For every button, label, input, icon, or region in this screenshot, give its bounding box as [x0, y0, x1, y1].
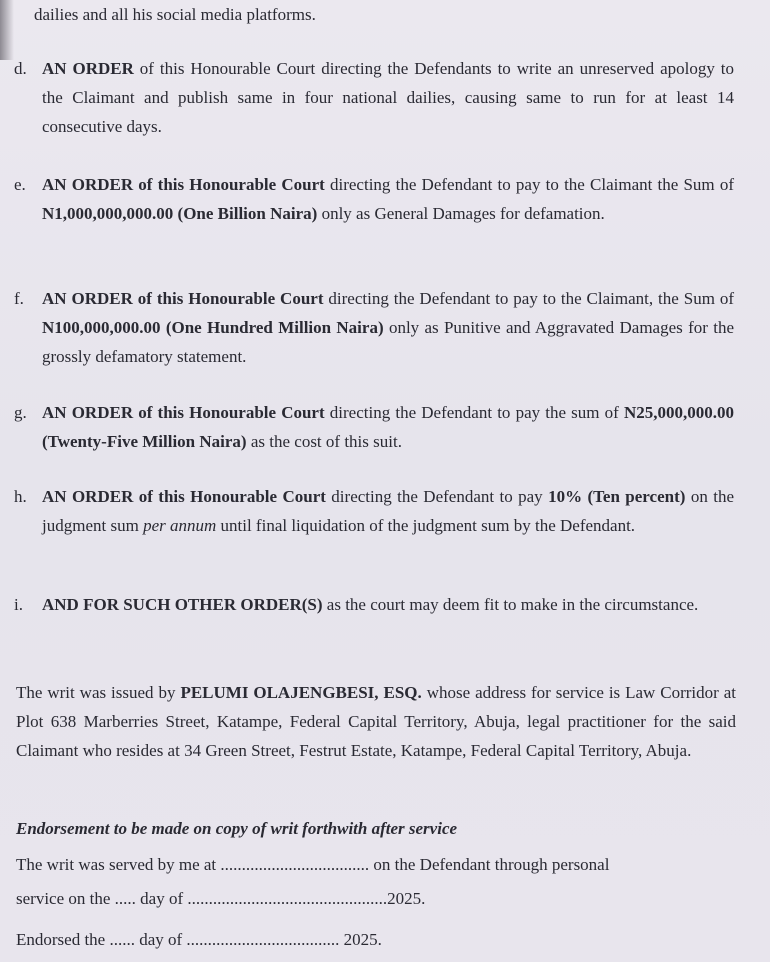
endorsement-title: Endorsement to be made on copy of writ forthwith after service — [16, 819, 458, 838]
item-text: until final liquidation of the judgment sum by the Defendant. — [216, 516, 636, 535]
list-item-i — [14, 590, 734, 619]
item-text: directing the Defendant to pay — [325, 487, 549, 506]
list-item-d — [14, 54, 734, 141]
item-bold: AN ORDER of this Honourable Court — [42, 487, 326, 506]
endorsement-line-3: Endorsed the ...... day of .................................... 2025. — [16, 930, 382, 949]
item-italic: per annum — [143, 516, 217, 535]
item-bold: AN ORDER of this Honourable Court — [42, 289, 324, 308]
item-marker: g. — [14, 403, 27, 422]
item-marker: f. — [14, 289, 24, 308]
item-bold: AN ORDER of this Honourable Court — [42, 403, 325, 422]
writ-text: The writ was issued by — [16, 683, 181, 702]
item-bold: AND FOR SUCH OTHER ORDER(S) — [42, 595, 323, 614]
list-item-f — [14, 284, 734, 371]
item-bold: AN ORDER of this Honourable Court — [42, 175, 325, 194]
item-rate: 10% (Ten percent) — [548, 487, 686, 506]
endorsement-line-1: The writ was served by me at ................................... on the Defendant through personal — [16, 855, 610, 874]
item-marker: e. — [14, 175, 26, 194]
writ-text: whose address for service is Law Corridor at Plot 638 Marberries Street, Katampe, Federal Capital Territory, Abuja, legal practitioner for the said Claimant who resides at 34 Green Street, Festrut Estate, Katampe, Federal Capital Territory, Abuja. — [16, 683, 736, 760]
item-text: directing the Defendant to pay the sum of — [324, 403, 624, 422]
item-text: directing the Defendant to pay to the Claimant, the Sum of — [323, 289, 734, 308]
solicitor-name: PELUMI OLAJENGBESI, ESQ. — [180, 683, 422, 702]
item-marker: i. — [14, 595, 23, 614]
list-item-g — [14, 398, 734, 456]
item-bold: AN ORDER — [42, 59, 134, 78]
endorsement-line-2: service on the ..... day of ...............................................2025. — [16, 889, 426, 908]
page-edge-shadow — [0, 0, 14, 60]
item-text: directing the Defendant to pay to the Claimant the Sum of — [324, 175, 734, 194]
item-text: as the court may deem fit to make in the circumstance. — [322, 595, 699, 614]
item-amount: N1,000,000,000.00 (One Billion Naira) — [42, 204, 318, 223]
top-line: dailies and all his social media platforms. — [34, 5, 316, 24]
item-amount: N100,000,000.00 (One Hundred Million Naira) — [42, 318, 384, 337]
item-marker: h. — [14, 487, 27, 506]
item-text: as the cost of this suit. — [246, 432, 402, 451]
item-text: only as Punitive and Aggravated Damages for the grossly defamatory statement. — [42, 318, 734, 366]
item-text: of this Honourable Court directing the Defendants to write an unreserved apology to the Claimant and publish same in four national dailies, causing same to run for at least 14 consecutive days. — [42, 59, 734, 136]
list-item-h — [14, 482, 734, 540]
item-marker: d. — [14, 59, 27, 78]
writ-paragraph — [16, 678, 736, 765]
item-amount: N25,000,000.00 (Twenty-Five Million Naira) — [42, 403, 735, 451]
item-text: only as General Damages for defamation. — [317, 204, 605, 223]
list-item-e — [14, 170, 734, 228]
item-text: on the judgment sum — [42, 487, 734, 535]
